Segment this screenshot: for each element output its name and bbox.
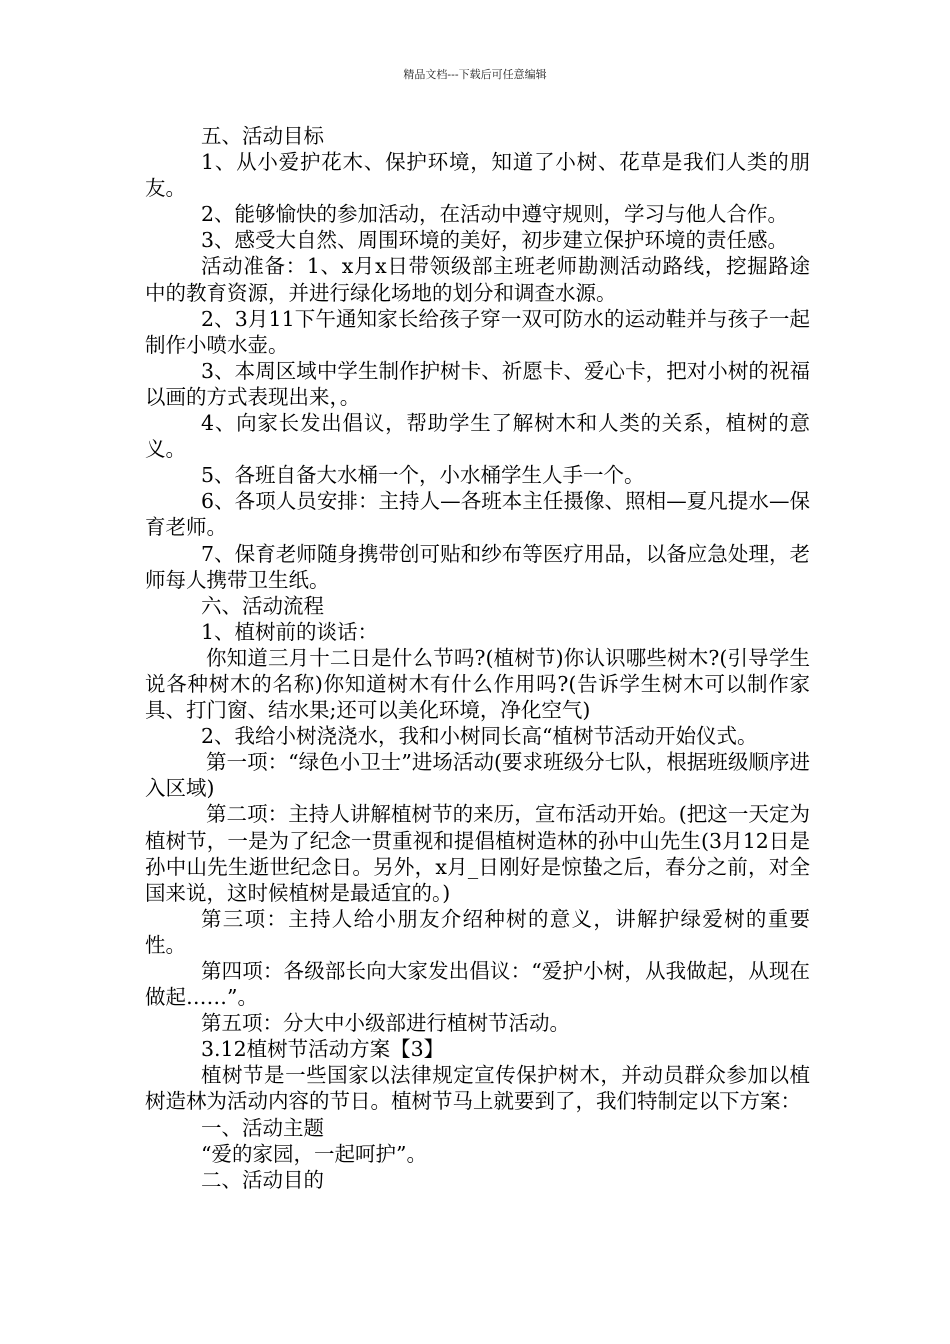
- paragraph: 第三项：主持人给小朋友介绍种树的意义，讲解护绿爱树的重要性。: [145, 906, 810, 957]
- section-title-plan-3: 3.12植树节活动方案【3】: [201, 1037, 445, 1062]
- paragraph: 3、感受大自然、周围环境的美好，初步建立保护环境的责任感。: [201, 228, 789, 253]
- paragraph: 1、从小爱护花木、保护环境，知道了小树、花草是我们人类的朋友。: [145, 150, 810, 201]
- paragraph: 第五项：分大中小级部进行植树节活动。: [201, 1011, 570, 1036]
- paragraph: 4、向家长发出倡议，帮助学生了解树木和人类的关系，植树的意义。: [145, 411, 810, 462]
- paragraph: 7、保育老师随身携带创可贴和纱布等医疗用品，以备应急处理，老师每人携带卫生纸。: [145, 541, 810, 592]
- theme-slogan: “爱的家园，一起呵护”。: [201, 1141, 427, 1166]
- paragraph: 3、本周区域中学生制作护树卡、祈愿卡、爱心卡，把对小树的祝福以画的方式表现出来，。: [145, 358, 810, 409]
- paragraph: 5、各班自备大水桶一个，小水桶学生人手一个。: [201, 463, 645, 488]
- section-heading-purpose: 二、活动目的: [201, 1167, 324, 1192]
- section-heading-theme: 一、活动主题: [201, 1115, 324, 1140]
- paragraph: 第二项：主持人讲解植树节的来历，宣布活动开始。(把这一天定为植树节，一是为了纪念一贯重视和提倡植树造林的孙中山先生(3月12日是孙中山先生逝世纪念日。另外，x月_日刚好是惊蛰之后，春分之前，对全国来说，这时候植树是最适宜的。): [145, 802, 810, 905]
- paragraph: 2、3月11下午通知家长给孩子穿一双可防水的运动鞋并与孩子一起制作小喷水壶。: [145, 306, 810, 357]
- page-header: 精品文档---下载后可任意编辑: [403, 68, 547, 81]
- section-heading-process: 六、活动流程: [201, 593, 324, 618]
- paragraph: 你知道三月十二日是什么节吗?(植树节)你认识哪些树木?(引导学生说各种树木的名称)你知道树木有什么作用吗?(告诉学生树木可以制作家具、打门窗、结水果;还可以美化环境，净化空气): [145, 645, 810, 723]
- subheading: 1、植树前的谈话：: [201, 619, 379, 644]
- paragraph: 活动准备：1、x月x日带领级部主班老师勘测活动路线，挖掘路途中的教育资源，并进行绿化场地的划分和调查水源。: [145, 254, 810, 305]
- paragraph: 6、各项人员安排：主持人—各班本主任摄像、照相—夏凡提水—保育老师。: [145, 489, 810, 540]
- paragraph: 2、能够愉快的参加活动，在活动中遵守规则，学习与他人合作。: [201, 202, 789, 227]
- section-heading-goals: 五、活动目标: [201, 124, 324, 148]
- paragraph: 植树节是一些国家以法律规定宣传保护树木，并动员群众参加以植树造林为活动内容的节日。植树节马上就要到了，我们特制定以下方案：: [145, 1063, 810, 1114]
- paragraph: 2、我给小树浇浇水，我和小树同长高“植树节活动开始仪式。: [201, 724, 758, 749]
- paragraph: 第一项：“绿色小卫士”进场活动(要求班级分七队，根据班级顺序进入区域): [145, 750, 810, 801]
- document-body: [145, 123, 810, 1193]
- paragraph: 第四项：各级部长向大家发出倡议：“爱护小树，从我做起，从现在做起……”。: [145, 959, 810, 1010]
